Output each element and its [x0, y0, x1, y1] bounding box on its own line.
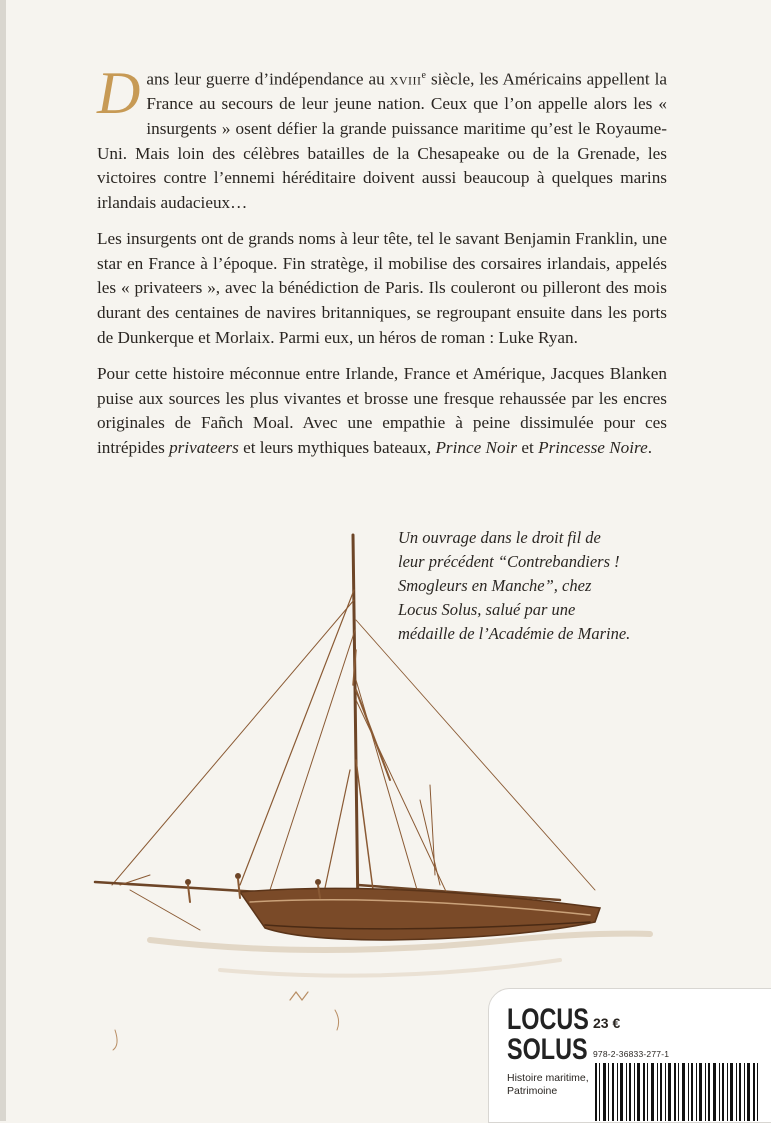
category: Histoire maritime, Patrimoine: [507, 1072, 589, 1097]
barcode-icon: [593, 1063, 763, 1121]
blurb-quote: Un ouvrage dans le droit fil de leur précédent “Contrebandiers ! Smogleurs en Manche”, chez Locus Solus, salué par une médaille de l’Académie de Marine.: [398, 528, 631, 643]
cover-edge: [0, 0, 6, 1121]
paragraph-2: Les insurgents ont de grands noms à leur tête, tel le savant Benjamin Franklin, une star en France à l’époque. Fin stratège, il mobilise des corsaires irlandais, appelés les « privateers », avec la bénédiction de Paris. Ils couleront ou pilleront des mois durant des centaines de navires britanniques, se regroupant ensuite dans les ports de Dunkerque et Morlaix. Parmi eux, un héros de roman : Luke Ryan.: [97, 229, 667, 347]
price-label: [488, 988, 771, 1123]
isbn: 978-2-36833-277-1: [593, 1049, 670, 1059]
publisher-logo: LOCUS SOLUS: [507, 1003, 589, 1066]
century-numeral: xviii: [389, 69, 422, 89]
price: 23 €: [593, 1015, 621, 1031]
back-cover-text: [97, 60, 668, 473]
drop-cap: D: [97, 60, 141, 126]
paragraph-3: Pour cette histoire méconnue entre Irlande, France et Amérique, Jacques Blanken puise aux sources les plus vivantes et brosse une fresque rehaussée par les encres originales de Fañch Moal. Avec une empathie à peine dissimulée pour ces intrépides privateers et leurs mythiques bateaux, Prince Noir et Princesse Noire.: [97, 364, 667, 458]
paragraph-1: Dans leur guerre d’indépendance au xviii$^e$ siècle, les Américains appellent la France au secours de leur jeune nation. Ceux que l’on appelle alors les « insurgents » osent défier la grande puissance maritime qu’est le Royaume-Uni. Mais loin des célèbres batailles de la Chesapeake ou de la Grenade, les victoires contre l’ennemi héréditaire doivent aussi beaucoup à quelques marins irlandais audacieux…: [97, 60, 668, 212]
